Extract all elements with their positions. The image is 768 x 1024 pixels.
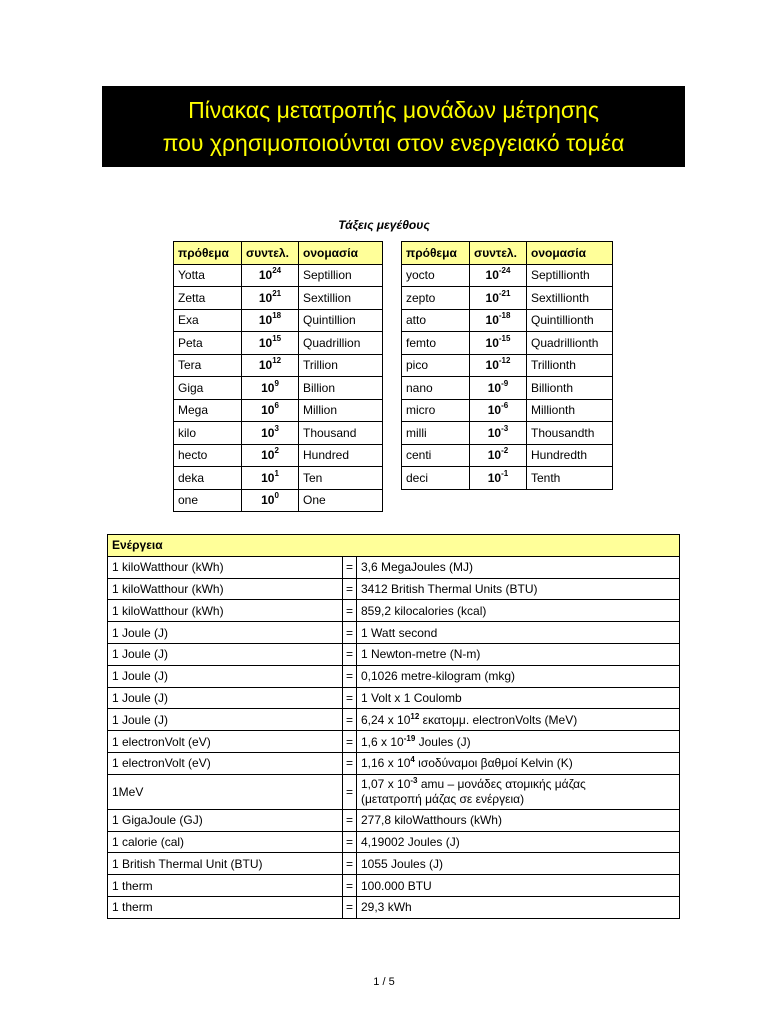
prefix-cell: femto [402, 332, 470, 355]
factor-base: 10 [487, 448, 502, 463]
energy-equals: = [343, 643, 357, 665]
factor-cell [470, 467, 527, 490]
name-cell: Trillionth [527, 354, 613, 377]
energy-row [108, 622, 680, 644]
rhs-prefix: 1,16 x 10 [361, 756, 411, 771]
energy-rhs: 3,6 MegaJoules (MJ) [357, 556, 680, 578]
factor-cell [470, 354, 527, 377]
prefix-table-header [402, 242, 613, 265]
name-cell: Quadrillionth [527, 332, 613, 355]
prefix-cell: deci [402, 467, 470, 490]
prefix-row [402, 264, 613, 287]
factor-base: 10 [485, 358, 499, 373]
energy-rhs [357, 709, 680, 731]
energy-rhs: 1 Volt x 1 Coulomb [357, 687, 680, 709]
rhs-suffix: εκατομμ. electronVolts (MeV) [419, 712, 578, 727]
factor-cell [470, 377, 527, 400]
name-cell: One [299, 489, 383, 512]
energy-lhs: 1 British Thermal Unit (BTU) [108, 853, 343, 875]
energy-equals: = [343, 831, 357, 853]
factor-exponent: 9 [274, 378, 279, 388]
energy-equals: = [343, 809, 357, 831]
prefix-row [402, 444, 613, 467]
name-cell: Millionth [527, 399, 613, 422]
energy-equals: = [343, 687, 357, 709]
prefix-row [174, 399, 383, 422]
name-cell: Ten [299, 467, 383, 490]
factor-cell [470, 444, 527, 467]
factor-exponent: -12 [498, 356, 511, 366]
factor-base: 10 [261, 470, 275, 485]
energy-lhs: 1 electronVolt (eV) [108, 752, 343, 774]
factor-base: 10 [487, 470, 502, 485]
energy-equals: = [343, 578, 357, 600]
energy-rhs: 859,2 kilocalories (kcal) [357, 600, 680, 622]
energy-row [108, 665, 680, 687]
energy-row [108, 731, 680, 753]
prefix-cell: atto [402, 309, 470, 332]
prefix-row [174, 309, 383, 332]
energy-equals: = [343, 752, 357, 774]
energy-lhs: 1 kiloWatthour (kWh) [108, 600, 343, 622]
energy-rhs [357, 731, 680, 753]
energy-row [108, 853, 680, 875]
energy-rhs: 277,8 kiloWatthours (kWh) [357, 809, 680, 831]
energy-rhs: 1 Watt second [357, 622, 680, 644]
prefix-row [174, 264, 383, 287]
energy-table-header [108, 535, 680, 557]
energy-rhs: 4,19002 Joules (J) [357, 831, 680, 853]
prefix-cell: micro [402, 399, 470, 422]
energy-lhs: 1 therm [108, 875, 343, 897]
energy-rhs: 29,3 kWh [357, 896, 680, 918]
energy-lhs: 1 GigaJoule (GJ) [108, 809, 343, 831]
energy-rhs: 1 Newton-metre (N-m) [357, 643, 680, 665]
prefix-cell: Zetta [174, 287, 242, 310]
factor-base: 10 [258, 313, 273, 328]
prefix-row [402, 399, 613, 422]
energy-lhs: 1 therm [108, 896, 343, 918]
factor-base: 10 [258, 358, 273, 373]
energy-equals: = [343, 556, 357, 578]
energy-lhs: 1 Joule (J) [108, 709, 343, 731]
factor-exponent: -15 [498, 333, 511, 343]
prefix-row [402, 377, 613, 400]
factor-exponent: 12 [272, 356, 282, 366]
prefix-row [174, 422, 383, 445]
prefix-row [174, 332, 383, 355]
prefix-cell: one [174, 489, 242, 512]
factor-cell [242, 264, 299, 287]
energy-equals: = [343, 731, 357, 753]
factor-exponent: 0 [274, 491, 279, 501]
energy-lhs: 1 Joule (J) [108, 687, 343, 709]
energy-rhs [357, 774, 680, 809]
prefix-cell: Yotta [174, 264, 242, 287]
factor-base: 10 [487, 380, 502, 395]
prefix-row [402, 422, 613, 445]
energy-equals: = [343, 853, 357, 875]
prefix-cell: deka [174, 467, 242, 490]
energy-equals: = [343, 896, 357, 918]
document-title [102, 86, 685, 167]
name-cell: Septillion [299, 264, 383, 287]
factor-base: 10 [261, 448, 275, 463]
factor-exponent: -6 [501, 401, 509, 411]
name-cell: Septillionth [527, 264, 613, 287]
prefix-row [174, 444, 383, 467]
name-cell: Hundredth [527, 444, 613, 467]
factor-exponent: 6 [274, 401, 279, 411]
name-cell: Quintillionth [527, 309, 613, 332]
rhs-exponent: 4 [410, 755, 415, 765]
rhs-second-line: (μετατροπή μάζας σε ενέργεια) [361, 791, 525, 806]
rhs-suffix: amu – μονάδες ατομικής μάζας [417, 776, 586, 791]
energy-lhs: 1 Joule (J) [108, 665, 343, 687]
rhs-exponent: -19 [403, 733, 416, 743]
prefix-cell: nano [402, 377, 470, 400]
rhs-prefix: 6,24 x 10 [361, 712, 411, 727]
factor-base: 10 [258, 335, 273, 350]
energy-row [108, 809, 680, 831]
factor-exponent: -3 [501, 423, 509, 433]
prefix-row [402, 332, 613, 355]
prefix-cell: Tera [174, 354, 242, 377]
energy-equals: = [343, 875, 357, 897]
prefix-table-header [174, 242, 383, 265]
name-cell: Thousandth [527, 422, 613, 445]
energy-row [108, 896, 680, 918]
energy-equals: = [343, 709, 357, 731]
name-cell: Million [299, 399, 383, 422]
header-prefix: πρόθεμα [402, 242, 470, 265]
energy-lhs: 1 electronVolt (eV) [108, 731, 343, 753]
prefix-cell: zepto [402, 287, 470, 310]
prefix-cell: yocto [402, 264, 470, 287]
energy-lhs: 1 calorie (cal) [108, 831, 343, 853]
prefix-cell: pico [402, 354, 470, 377]
factor-exponent: -1 [501, 468, 509, 478]
factor-cell [470, 264, 527, 287]
factor-cell [242, 354, 299, 377]
title-line-1: Πίνακας μετατροπής μονάδων μέτρησης [188, 96, 599, 123]
rhs-exponent: 12 [410, 711, 420, 721]
energy-row [108, 556, 680, 578]
factor-base: 10 [485, 268, 499, 283]
factor-cell [242, 332, 299, 355]
energy-row [108, 774, 680, 809]
energy-rhs: 0,1026 metre-kilogram (mkg) [357, 665, 680, 687]
page-number: 1 / 5 [373, 976, 395, 988]
name-cell: Billionth [527, 377, 613, 400]
energy-row [108, 643, 680, 665]
prefix-cell: kilo [174, 422, 242, 445]
name-cell: Sextillion [299, 287, 383, 310]
energy-row [108, 875, 680, 897]
header-name: ονομασία [527, 242, 613, 265]
factor-exponent: -24 [498, 266, 511, 276]
factor-cell [242, 399, 299, 422]
title-line-2: που χρησιμοποιούνται στον ενεργειακό τομέα [162, 129, 625, 156]
prefix-row [402, 287, 613, 310]
rhs-suffix: ισοδύναμοι βαθμοί Kelvin (K) [414, 756, 573, 771]
energy-rhs: 100.000 BTU [357, 875, 680, 897]
prefix-row [174, 377, 383, 400]
energy-row [108, 578, 680, 600]
factor-exponent: -9 [501, 378, 509, 388]
name-cell: Quadrillion [299, 332, 383, 355]
factor-cell [242, 287, 299, 310]
name-cell: Hundred [299, 444, 383, 467]
prefix-row [174, 489, 383, 512]
factor-exponent: 15 [272, 333, 282, 343]
energy-lhs: 1 Joule (J) [108, 643, 343, 665]
name-cell: Quintillion [299, 309, 383, 332]
factor-cell [470, 309, 527, 332]
energy-lhs: 1MeV [108, 774, 343, 809]
prefix-row [402, 309, 613, 332]
factor-cell [242, 309, 299, 332]
energy-conversion-table [107, 534, 680, 919]
prefix-cell: Exa [174, 309, 242, 332]
factor-base: 10 [258, 268, 273, 283]
header-prefix: πρόθεμα [174, 242, 242, 265]
energy-row [108, 709, 680, 731]
factor-exponent: 3 [274, 423, 279, 433]
energy-rhs: 3412 British Thermal Units (BTU) [357, 578, 680, 600]
name-cell: Trillion [299, 354, 383, 377]
factor-base: 10 [485, 313, 499, 328]
factor-exponent: 18 [272, 311, 282, 321]
factor-base: 10 [487, 425, 502, 440]
factor-base: 10 [258, 290, 273, 305]
factor-base: 10 [261, 380, 275, 395]
rhs-prefix: 1,07 x 10 [361, 776, 411, 791]
prefix-table-large [173, 241, 383, 512]
factor-exponent: -18 [498, 311, 511, 321]
prefix-row [174, 354, 383, 377]
prefix-cell: Giga [174, 377, 242, 400]
factor-cell [242, 444, 299, 467]
factor-base: 10 [261, 493, 275, 508]
rhs-suffix: Joules (J) [415, 734, 471, 749]
energy-row [108, 600, 680, 622]
energy-lhs: 1 Joule (J) [108, 622, 343, 644]
header-factor: συντελ. [242, 242, 299, 265]
prefix-cell: milli [402, 422, 470, 445]
prefix-row [174, 287, 383, 310]
factor-cell [470, 287, 527, 310]
name-cell: Tenth [527, 467, 613, 490]
factor-base: 10 [487, 403, 502, 418]
prefix-cell: Mega [174, 399, 242, 422]
rhs-exponent: -3 [410, 775, 418, 785]
factor-cell [470, 332, 527, 355]
factor-base: 10 [485, 290, 499, 305]
factor-cell [242, 377, 299, 400]
name-cell: Thousand [299, 422, 383, 445]
prefix-row [402, 467, 613, 490]
energy-rhs [357, 752, 680, 774]
factor-cell [242, 489, 299, 512]
rhs-prefix: 1,6 x 10 [361, 734, 404, 749]
header-name: ονομασία [299, 242, 383, 265]
orders-of-magnitude-caption: Τάξεις μεγέθους [338, 218, 430, 232]
factor-cell [242, 467, 299, 490]
name-cell: Sextillionth [527, 287, 613, 310]
header-factor: συντελ. [470, 242, 527, 265]
factor-base: 10 [261, 403, 275, 418]
energy-header: Ενέργεια [108, 535, 680, 557]
energy-equals: = [343, 665, 357, 687]
factor-base: 10 [485, 335, 499, 350]
energy-rhs: 1055 Joules (J) [357, 853, 680, 875]
energy-row [108, 687, 680, 709]
energy-lhs: 1 kiloWatthour (kWh) [108, 556, 343, 578]
factor-exponent: -21 [498, 288, 511, 298]
prefix-cell: Peta [174, 332, 242, 355]
factor-base: 10 [261, 425, 275, 440]
prefix-cell: centi [402, 444, 470, 467]
factor-cell [242, 422, 299, 445]
factor-exponent: -2 [501, 446, 509, 456]
factor-cell [470, 399, 527, 422]
energy-equals: = [343, 600, 357, 622]
prefix-table-small [401, 241, 613, 490]
factor-exponent: 24 [272, 266, 282, 276]
factor-exponent: 2 [274, 446, 279, 456]
factor-exponent: 1 [274, 468, 279, 478]
energy-row [108, 752, 680, 774]
energy-lhs: 1 kiloWatthour (kWh) [108, 578, 343, 600]
prefix-row [174, 467, 383, 490]
energy-row [108, 831, 680, 853]
factor-exponent: 21 [272, 288, 282, 298]
factor-cell [470, 422, 527, 445]
prefix-row [402, 354, 613, 377]
energy-equals: = [343, 774, 357, 809]
prefix-cell: hecto [174, 444, 242, 467]
name-cell: Billion [299, 377, 383, 400]
energy-equals: = [343, 622, 357, 644]
